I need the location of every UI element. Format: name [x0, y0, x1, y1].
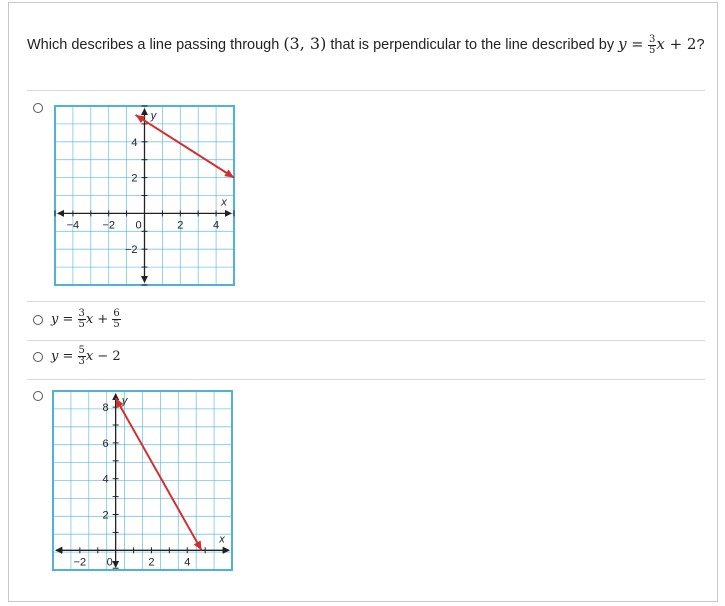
question-fraction: $\frac{3}{5}$ [648, 33, 656, 56]
divider [27, 340, 705, 341]
option-a-graph[interactable] [53, 104, 236, 287]
graph-d-plot [53, 391, 232, 570]
graph-a-x-axis-label: x [221, 196, 227, 209]
option-b-equation[interactable]: y = $\frac{3}{5}$ x + $\frac{6}{5}$ [51, 308, 120, 330]
graph-a-y-tick-label: 4 [131, 136, 138, 149]
option-a-radio[interactable] [33, 103, 43, 113]
question-prefix: Which describes a line passing through [27, 37, 284, 53]
question-eq-equals: = [626, 37, 648, 53]
graph-d-y-tick-label: 4 [102, 473, 109, 486]
option-d-graph[interactable] [51, 389, 234, 572]
graph-d-y-tick-label: 8 [102, 402, 109, 415]
graph-a-x-tick-label: 2 [177, 219, 184, 232]
graph-a-x-tick-label: −4 [66, 219, 80, 232]
option-c-radio[interactable] [33, 352, 43, 362]
graph-a-y-tick-label: 2 [131, 172, 138, 185]
question-point: (3, 3) [283, 34, 327, 53]
graph-a-x-tick-label: 4 [213, 219, 220, 232]
graph-d-x-tick-label: 4 [184, 556, 191, 569]
question-middle: that is perpendicular to the line described by [326, 37, 619, 53]
graph-a-x-tick-label: −2 [102, 219, 115, 232]
question-suffix: ? [696, 37, 705, 53]
graph-a-plot [55, 106, 234, 285]
question-eq-rest: + 2 [664, 35, 697, 53]
question-card [8, 2, 718, 602]
graph-d-y-tick-label: 6 [102, 437, 109, 450]
graph-d-x-axis-label: x [219, 533, 225, 546]
divider [27, 90, 705, 91]
question-eq-var: x [656, 35, 665, 53]
graph-d-y-axis-label: y [121, 395, 128, 407]
graph-a-y-axis-label: y [150, 110, 157, 122]
option-b-radio[interactable] [33, 315, 43, 325]
graph-d-x-tick-label: 0 [106, 556, 113, 569]
question-text [27, 34, 705, 56]
option-d-radio[interactable] [33, 391, 43, 401]
divider [27, 301, 705, 302]
graph-d-x-tick-label: −2 [73, 556, 87, 569]
question-eq-lhs: y [618, 35, 627, 53]
divider [27, 379, 705, 380]
graph-d-y-tick-label: 2 [102, 509, 109, 522]
graph-d-x-tick-label: 2 [148, 556, 155, 569]
option-c-equation[interactable]: y = $\frac{5}{3}$ x − 2 [51, 345, 121, 367]
graph-d-svg [51, 389, 234, 572]
graph-a-svg [53, 104, 236, 287]
graph-a-x-tick-label: 0 [135, 219, 142, 232]
graph-a-y-tick-label: −2 [124, 244, 138, 257]
